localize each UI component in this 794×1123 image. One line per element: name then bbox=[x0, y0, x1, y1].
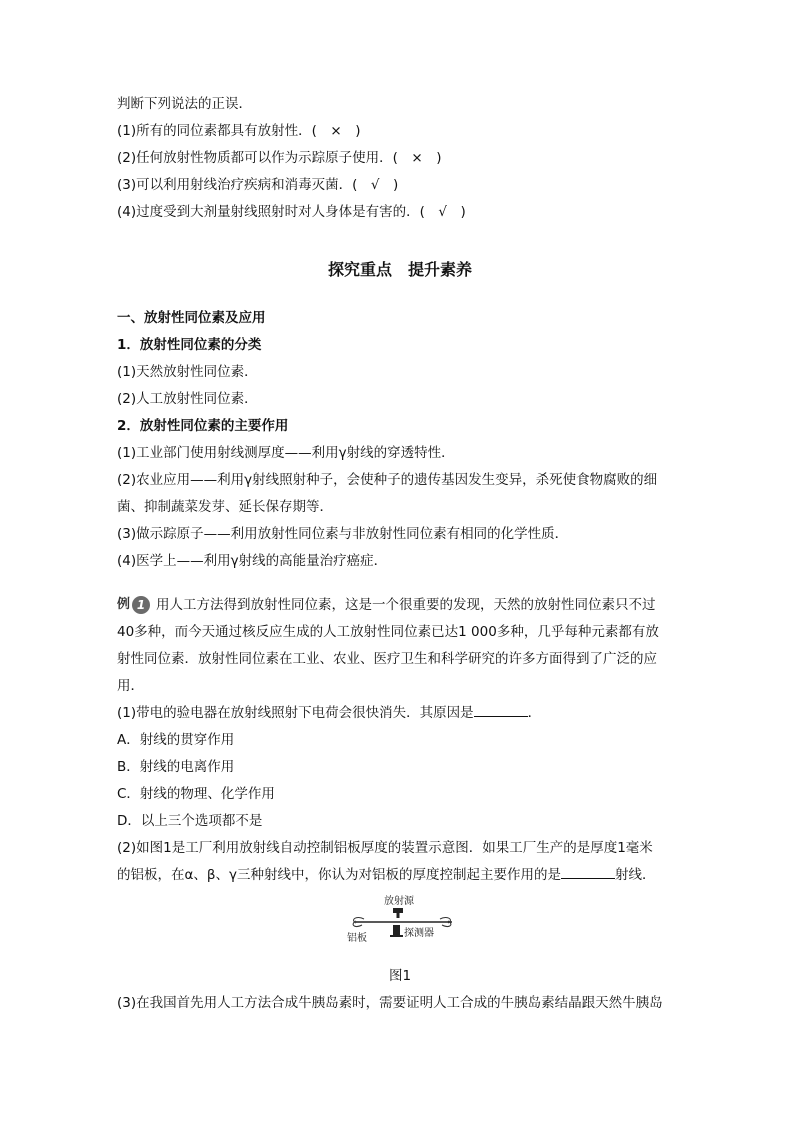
part1-sub1-item-1: (1)天然放射性同位素． bbox=[117, 364, 258, 380]
example-text-4: 用． bbox=[117, 678, 144, 694]
part1-sub1-item-2: (2)人工放射性同位素． bbox=[117, 391, 258, 407]
part1-sub2-item-1: (1)工业部门使用射线测厚度——利用γ射线的穿透特性． bbox=[117, 445, 455, 461]
option-a: A．射线的贯穿作用 bbox=[117, 732, 235, 748]
detector-shape bbox=[393, 925, 400, 935]
question-2-line-1: (2)如图1是工厂利用放射线自动控制铝板厚度的装置示意图．如果工厂生产的是厚度1毫米 bbox=[117, 840, 653, 856]
answer-blank-1[interactable] bbox=[474, 704, 528, 717]
judge-item-1: (1)所有的同位素都具有放射性．( × ) bbox=[117, 123, 361, 139]
detector-base bbox=[390, 935, 403, 937]
example-badge bbox=[117, 595, 150, 615]
question-2-text: 的铝板，在α、β、γ三种射线中，你认为对铝板的厚度控制起主要作用的是 bbox=[117, 867, 562, 883]
question-2-line-2 bbox=[117, 865, 656, 885]
question-1-end: ． bbox=[527, 705, 542, 721]
example-text-1: 用人工方法得到放射性同位素，这是一个很重要的发现，天然的放射性同位素只不过 bbox=[156, 597, 656, 613]
part1-sub2-item-2b: 菌、抑制蔬菜发芽、延长保存期等． bbox=[117, 499, 333, 515]
part1-sub2: 2．放射性同位素的主要作用 bbox=[117, 418, 289, 434]
part1-title: 一、放射性同位素及应用 bbox=[117, 310, 266, 326]
source-label: 放射源 bbox=[384, 896, 414, 907]
question-2-end: 射线． bbox=[615, 867, 656, 883]
option-c: C．射线的物理、化学作用 bbox=[117, 786, 275, 802]
part1-sub1: 1．放射性同位素的分类 bbox=[117, 337, 262, 353]
example-number: 1 bbox=[132, 596, 150, 614]
figure-caption: 图1 bbox=[388, 968, 412, 984]
part1-sub2-item-3: (3)做示踪原子——利用放射性同位素与非放射性同位素有相同的化学性质． bbox=[117, 526, 569, 542]
detector-label: 探测器 bbox=[404, 928, 434, 939]
radiation-source-stem bbox=[397, 913, 400, 918]
option-b: B．射线的电离作用 bbox=[117, 759, 235, 775]
example-text-2: 40多种，而今天通过核反应生成的人工放射性同位素已达1 000多种，几乎每种元素都有放 bbox=[117, 624, 659, 640]
plate-label: 铝板 bbox=[347, 933, 367, 944]
judge-item-2: (2)任何放射性物质都可以作为示踪原子使用．( × ) bbox=[117, 150, 442, 166]
radiation-source-shape bbox=[393, 908, 403, 913]
figure-1-diagram bbox=[342, 892, 462, 952]
judge-item-4: (4)过度受到大剂量射线照射时对人身体是有害的．( √ ) bbox=[117, 204, 466, 220]
example-text-3: 射性同位素．放射性同位素在工业、农业、医疗卫生和科学研究的许多方面得到了广泛的应 bbox=[117, 651, 657, 667]
judge-intro: 判断下列说法的正误． bbox=[117, 96, 252, 112]
example-line-1 bbox=[117, 595, 656, 615]
question-1-text: (1)带电的验电器在放射线照射下电荷会很快消失．其原因是 bbox=[117, 705, 474, 721]
part1-sub2-item-4: (4)医学上——利用γ射线的高能量治疗癌症． bbox=[117, 553, 388, 569]
question-3-line-1: (3)在我国首先用人工方法合成牛胰岛素时，需要证明人工合成的牛胰岛素结晶跟天然牛胰岛 bbox=[117, 995, 663, 1011]
judge-item-3: (3)可以利用射线治疗疾病和消毒灭菌．( √ ) bbox=[117, 177, 399, 193]
question-1 bbox=[117, 703, 541, 723]
section-title: 探究重点 提升素养 bbox=[327, 260, 472, 279]
answer-blank-2[interactable] bbox=[561, 866, 615, 879]
thickness-gauge-diagram bbox=[342, 892, 462, 952]
option-d: D．以上三个选项都不是 bbox=[117, 813, 263, 829]
example-label: 例 bbox=[117, 597, 131, 612]
part1-sub2-item-2: (2)农业应用——利用γ射线照射种子，会使种子的遗传基因发生变异，杀死使食物腐败的细 bbox=[117, 472, 658, 488]
